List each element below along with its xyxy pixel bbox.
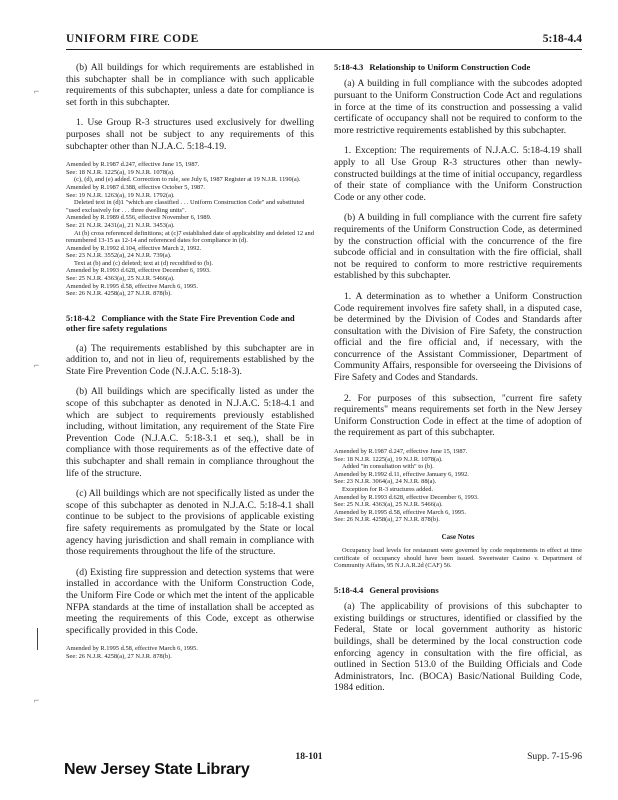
case-notes-heading: Case Notes (441, 532, 475, 541)
left-column (66, 62, 314, 661)
history-note: Exception for R-3 structures added. (342, 486, 434, 493)
section-heading (334, 585, 582, 595)
history-note: See: 26 N.J.R. 4258(a), 27 N.J.R. 878(b). (66, 652, 172, 660)
section-heading (66, 313, 314, 334)
history-note: See: 18 N.J.R. 1225(a), 19 N.J.R. 1078(a). (66, 168, 175, 176)
history-note: See: 26 N.J.R. 4258(a), 27 N.J.R. 878(b). (334, 516, 440, 524)
history-note: Amended by R.1993 d.628, effective December 6, 1993. (334, 493, 479, 501)
history-note: Amended by R.1993 d.628, effective December 6, 1993. (66, 267, 211, 275)
page-number: 18-101 (295, 751, 323, 762)
history-note: Amended by R.1995 d.58, effective March 6, 1995. (66, 645, 198, 653)
section-title: Compliance with the State Fire Prevention Code and other fire safety regulations (66, 312, 295, 334)
history-note: See: 26 N.J.R. 4258(a), 27 N.J.R. 878(b). (66, 290, 172, 298)
right-column (334, 62, 582, 694)
history-note: Deleted text in (d)1 "which are classified . . . Uniform Construction Code" and substituted "used exclusively for . . . three dwelling units". (66, 199, 305, 214)
history-note: Added "in consultation with" to (b). (342, 463, 434, 471)
paragraph: 1. Use Group R-3 structures used exclusively for dwelling purposes shall not be subject to any requirements of this subchapter other than N.J.A.C. 5:18-4.19. (66, 117, 314, 152)
paragraph: (d) Existing fire suppression and detection systems that were installed in accordance with the Uniform Construction Code, the Uniform Fire Code or which met the intent of the applicable NFPA standards at the time of installation shall be accepted as meeting the requirements of this Code, except as otherwise specifically provided in this Code. (66, 566, 314, 636)
history-note: (c), (d), and (e) added. Correction to rule, see July 6, 1987 Register at 19 N.J.R. 1190(a). (74, 176, 301, 184)
history-note: Amended by R.1987 d.388, effective October 5, 1987. (66, 183, 206, 191)
case-note: Occupancy load levels for restaurant were governed by code requirements in effect at time certificate of occupancy should have been issued. Sweetwater Casino v. Department of Community Affairs, 95 N.J.A.R.2d (CAF) 56. (334, 546, 582, 570)
section-number: 5:18-4.3 (334, 62, 364, 72)
supplement-date: Supp. 7-15-96 (527, 751, 582, 762)
history-note: Text at (b) and (c) deleted; text at (d) recodified to (b). (74, 259, 214, 267)
history-note: Amended by R.1992 d.104, effective March 2, 1992. (66, 244, 202, 252)
history-note: Amended by R.1992 d.11, effective January 6, 1992. (334, 470, 469, 478)
running-header (66, 33, 582, 50)
history-note: See: 23 N.J.R. 3552(a), 24 N.J.R. 739(a). (66, 252, 172, 260)
history-note: See: 19 N.J.R. 1263(a), 19 N.J.R. 1792(a). (66, 191, 175, 199)
header-section: 5:18-4.4 (542, 33, 582, 45)
section-number: 5:18-4.2 (66, 312, 96, 323)
section-title: Relationship to Uniform Construction Code (369, 62, 531, 72)
history-notes (66, 161, 314, 298)
history-note: See: 23 N.J.R. 3064(a), 24 N.J.R. 88(a). (334, 478, 437, 486)
header-title: UNIFORM FIRE CODE (66, 33, 199, 45)
paragraph: 2. For purposes of this subsection, "current fire safety requirements" means requirements set forth in the New Jersey Uniform Construction Code in effect at the time of adoption of the requirement as part of this subchapter. (334, 392, 582, 439)
paragraph: (a) A building in full compliance with the subcodes adopted pursuant to the Uniform Construction Code Act and regulations in force at the time of its construction and possessing a valid certificate of occupancy shall not be required to conform to the more restrictive requirements established by this subchapter. (334, 78, 582, 136)
section-heading (334, 62, 582, 72)
history-note: Amended by R.1987 d.247, effective June 15, 1987. (334, 448, 468, 456)
paragraph: (b) All buildings for which requirements are established in this subchapter shall be in compliance with such applicable requirements of this subchapter, unless a date for compliance is set forth in this subchapter. (66, 62, 314, 108)
history-note: Amended by R.1995 d.58, effective March 6, 1995. (334, 508, 466, 516)
history-note: Amended by R.1989 d.556, effective November 6, 1989. (66, 214, 212, 222)
history-note: See: 18 N.J.R. 1225(a), 19 N.J.R. 1078(a). (334, 455, 443, 463)
history-notes (334, 448, 582, 524)
paragraph: (a) The applicability of provisions of this subchapter to existing buildings or structures, identified or classified by the Federal, State or local government authority as historic buildings, shall be determined by the local construction code enforcing agency in consultation with the fire official, as outlined in Section 513.0 of the Building Officials and Code Administrators, Inc. (BOCA) Basic/National Building Code, 1984 edition. (334, 601, 582, 694)
paragraph: (b) A building in full compliance with the current fire safety requirements of the Uniform Construction Code, as determined by the construction official with the concurrence of the fire subcode official and in consultation with the fire official, shall not be required to conform to more restrictive requirements established by this subchapter. (334, 212, 582, 282)
history-note: See: 21 N.J.R. 2431(a), 21 N.J.R. 3453(a). (66, 221, 175, 229)
section-number: 5:18-4.4 (334, 584, 364, 595)
paragraph: 1. Exception: The requirements of N.J.A.C. 5:18-4.19 shall apply to all Use Group R-3 structures other than newly-constructed buildings at the time of initial occupancy, regardless of their state of compliance with the Uniform Construction Code or any other code. (334, 145, 582, 203)
history-notes (66, 645, 314, 660)
paragraph: (a) The requirements established by this subchapter are in addition to, and not in lieu of, requirements established by the State Fire Prevention Code (N.J.A.C. 5:18-3). (66, 342, 314, 377)
margin-bar (37, 628, 38, 650)
history-note: At (b) cross referenced definitions; at (c)7 established date of applicability and deleted 12 and renumbered 13-15 as 12-14 and referenced dates for compliance in (d). (66, 229, 314, 245)
history-note: See: 25 N.J.R. 4363(a), 25 N.J.R. 5466(a). (334, 501, 443, 509)
history-note: Amended by R.1995 d.58, effective March 6, 1995. (66, 282, 198, 290)
margin-mark: ⌐ (34, 360, 40, 370)
history-note: See: 25 N.J.R. 4363(a), 25 N.J.R. 5466(a). (66, 275, 175, 283)
paragraph: (b) All buildings which are specifically listed as under the scope of this subchapter as denoted in N.J.A.C. 5:18-4.1 and which are subject to requirements previously established including, without limitation, any requirement of the State Fire Prevention Code (N.J.A.C. 5:18-3.1 et seq.), shall be in compliance with those requirements as of the effective date of this subchapter and shall remain in compliance throughout the life of the structure. (66, 386, 314, 479)
paragraph: 1. A determination as to whether a Uniform Construction Code requirement involves fire safety shall, in a disputed case, be determined by the Division of Codes and Standards after consultation with the Division of Fire Safety, the construction official and the fire official and, if necessary, with the concurrence of the Assistant Commissioner, Department of Community Affairs, responsible for overseeing the Divisions of Fire Safety and Codes and Standards. (334, 290, 582, 384)
section-title: General provisions (369, 584, 439, 595)
paragraph: (c) All buildings which are not specifically listed as under the scope of this subchapter as denoted in N.J.A.C. 5:18-4.1 shall continue to be subject to the provisions of applicable existing fire safety requirements as promulgated by the State or local agency having jurisdiction and shall remain in compliance with those requirements throughout the life of the structure. (66, 488, 314, 558)
library-stamp: New Jersey State Library (64, 761, 250, 778)
margin-mark: ⌐ (34, 695, 40, 705)
margin-mark: ⌐ (34, 86, 40, 96)
history-note: Amended by R.1987 d.247, effective June 15, 1987. (66, 161, 200, 169)
